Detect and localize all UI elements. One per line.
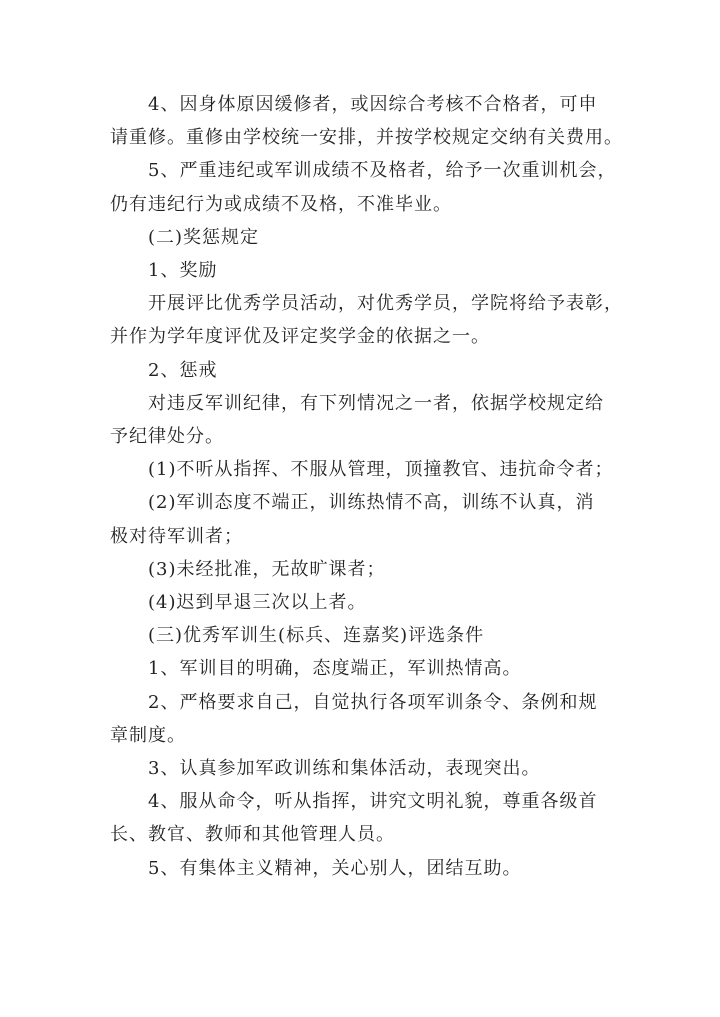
text-line: 予纪律处分。 [110,426,224,448]
text-line: 长、教官、教师和其他管理人员。 [110,824,395,846]
document-body [110,88,623,885]
text-line: 5、严重违纪或军训成绩不及格者，给予一次重训机会， [148,160,617,182]
section-heading: (二)奖惩规定 [148,226,260,248]
list-item: 3、认真参加军政训练和集体活动，表现突出。 [148,758,541,780]
text-line: 请重修。重修由学校统一安排，并按学校规定交纳有关费用。 [110,127,623,149]
text-line: 4、因身体原因缓修者，或因综合考核不合格者，可申 [148,94,598,115]
list-item: 2、严格要求自己，自觉执行各项军训条令、条例和规 [148,691,598,713]
subsection-heading: 2、惩戒 [148,359,218,381]
subsection-heading: 1、奖励 [148,260,218,282]
list-item: (1)不听从指挥、不服从管理，顶撞教官、违抗命令者； [148,459,614,481]
list-item: (3)未经批准，无故旷课者； [148,558,386,580]
list-item: (4)迟到早退三次以上者。 [148,592,367,614]
list-item: 5、有集体主义精神，关心别人，团结互助。 [148,857,522,879]
text-line: 对违反军训纪律，有下列情况之一者，依据学校规定给 [148,392,604,414]
list-item: 4、服从命令，听从指挥，讲究文明礼貌，尊重各级首 [148,791,598,813]
text-line: 极对待军训者； [110,525,243,547]
text-line: 章制度。 [110,724,186,746]
section-heading: (三)优秀军训生(标兵、连嘉奖)评选条件 [148,625,485,647]
text-line: 并作为学年度评优及评定奖学金的依据之一。 [110,326,490,348]
text-line: 仍有违纪行为或成绩不及格，不准毕业。 [110,193,452,215]
text-line: 开展评比优秀学员活动，对优秀学员，学院将给予表彰， [148,293,623,315]
list-item: 1、军训目的明确，态度端正，军训热情高。 [148,658,522,680]
list-item: (2)军训态度不端正，训练热情不高，训练不认真，消 [148,492,595,514]
